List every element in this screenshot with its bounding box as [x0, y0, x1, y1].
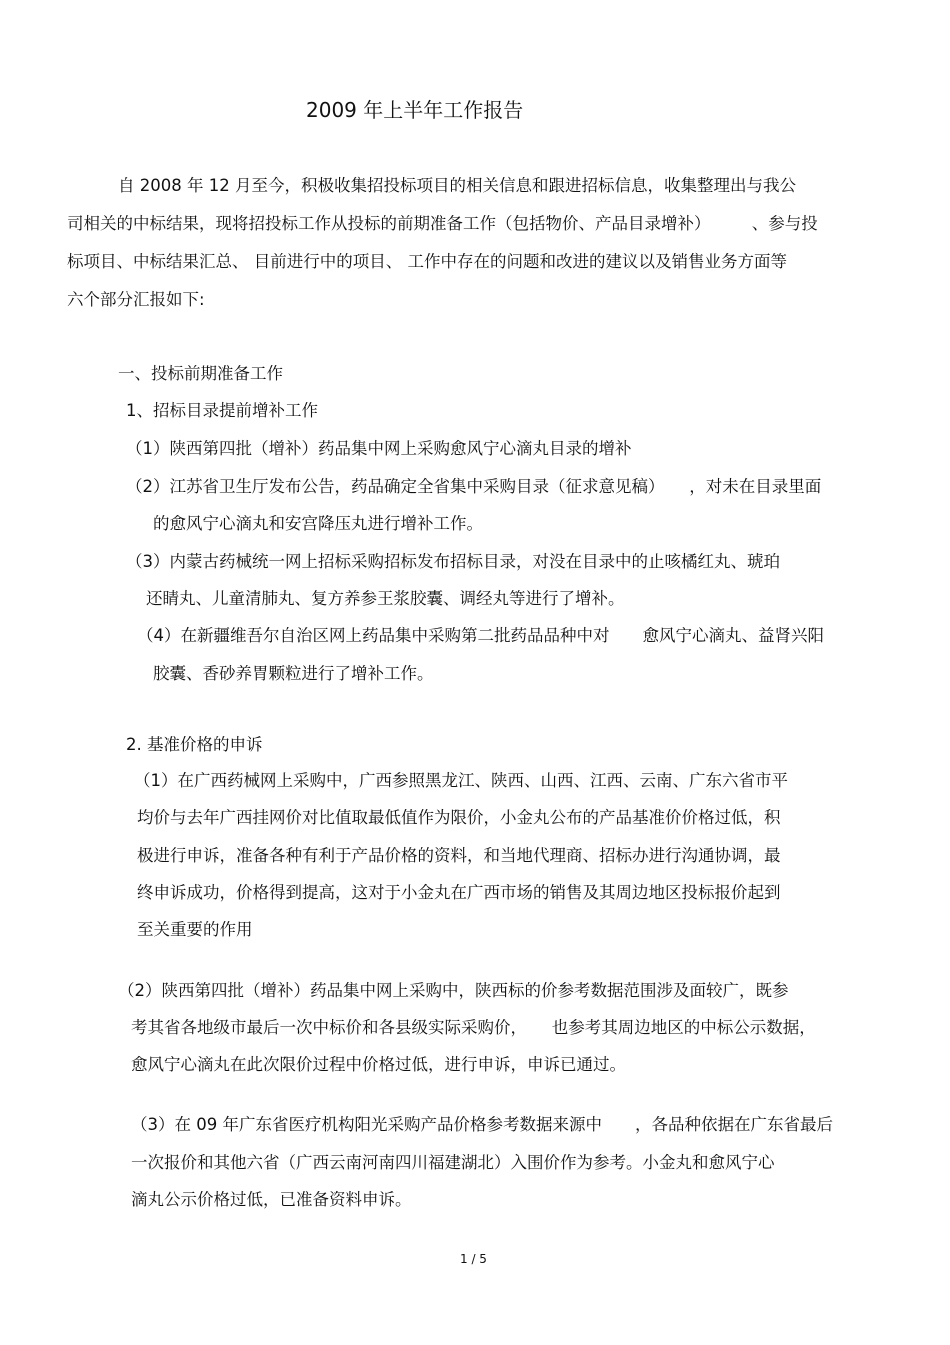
item-2-2-line-2: 考其省各地级市最后一次中标价和各县级实际采购价， 也参考其周边地区的中标公示数据，: [131, 1018, 816, 1037]
item-2-1-line-1: （1）在广西药械网上采购中，广西参照黑龙江、陕西、山西、江西、云南、广东六省市平: [134, 771, 788, 790]
page-number: 1 / 5: [460, 1252, 487, 1266]
item-1-2-line-2: 的愈风宁心滴丸和安宫降压丸进行增补工作。: [153, 514, 483, 533]
subsection-heading-2: 2. 基准价格的申诉: [126, 735, 263, 754]
item-2-2-line-3: 愈风宁心滴丸在此次限价过程中价格过低，进行申诉，申诉已通过。: [131, 1055, 626, 1074]
item-1-3-line-1: （3）内蒙古药械统一网上招标采购招标发布招标目录，对没在目录中的止咳橘红丸、琥珀: [126, 552, 780, 571]
item-1-3-line-2: 还睛丸、儿童清肺丸、复方养参王浆胶囊、调经丸等进行了增补。: [146, 589, 625, 608]
section-heading-1: 一、投标前期准备工作: [118, 364, 283, 383]
item-2-3-line-2: 一次报价和其他六省（广西云南河南四川福建湖北）入围价作为参考。小金丸和愈风宁心: [131, 1153, 775, 1172]
intro-line-3: 标项目、中标结果汇总、 目前进行中的项目、 工作中存在的问题和改进的建议以及销售业务方面等: [67, 252, 787, 271]
subsection-heading-1: 1、招标目录提前增补工作: [126, 401, 318, 420]
intro-line-1: 自 2008 年 12 月至今，积极收集招投标项目的相关信息和跟进招标信息，收集整理出与我公: [118, 176, 796, 195]
intro-line-2: 司相关的中标结果，现将招投标工作从投标的前期准备工作（包括物价、产品目录增补） 、参与投: [67, 214, 818, 233]
page-title: 2009 年上半年工作报告: [306, 98, 524, 122]
intro-line-4: 六个部分汇报如下:: [67, 290, 205, 309]
item-2-3-line-3: 滴丸公示价格过低，已准备资料申诉。: [131, 1190, 412, 1209]
item-2-1-line-2: 均价与去年广西挂网价对比值取最低值作为限价，小金丸公布的产品基准价价格过低，积: [137, 808, 781, 827]
item-1-2-line-1: （2）江苏省卫生厅发布公告，药品确定全省集中采购目录（征求意见稿） ，对未在目录里面: [126, 477, 822, 496]
item-1-1: （1）陕西第四批（增补）药品集中网上采购愈风宁心滴丸目录的增补: [126, 439, 632, 458]
item-2-1-line-4: 终申诉成功，价格得到提高，这对于小金丸在广西市场的销售及其周边地区投标报价起到: [137, 883, 781, 902]
item-2-1-line-3: 极进行申诉，准备各种有利于产品价格的资料，和当地代理商、招标办进行沟通协调，最: [137, 846, 781, 865]
item-1-4-line-1: （4）在新疆维吾尔自治区网上药品集中采购第二批药品品种中对 愈风宁心滴丸、益肾兴阳: [137, 626, 824, 645]
item-1-4-line-2: 胶囊、香砂养胃颗粒进行了增补工作。: [153, 664, 434, 683]
item-2-1-line-5: 至关重要的作用: [137, 920, 253, 939]
item-2-2-line-1: （2）陕西第四批（增补）药品集中网上采购中，陕西标的价参考数据范围涉及面较广，既参: [118, 981, 789, 1000]
item-2-3-line-1: （3）在 09 年广东省医疗机构阳光采购产品价格参考数据来源中 ，各品种依据在广东省最后: [131, 1115, 833, 1134]
